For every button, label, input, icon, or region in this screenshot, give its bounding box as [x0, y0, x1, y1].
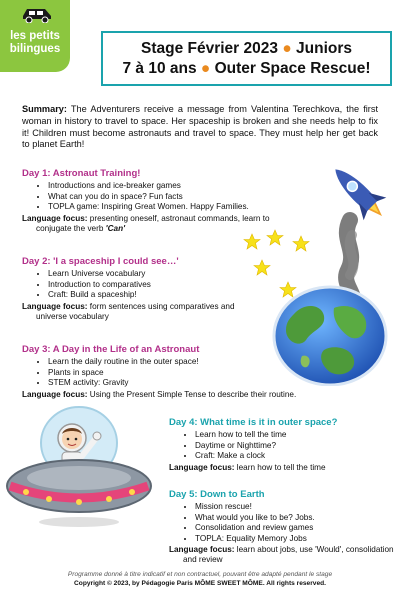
- footer-copyright: Copyright © 2023, by Pédagogie Paris MÔME SWEET MÔME. All rights reserved.: [74, 580, 326, 587]
- list-item: • Learn how to tell the time: [195, 430, 394, 440]
- list-item: • STEM activity: Gravity: [48, 378, 312, 388]
- day-title: Day 3: A Day in the Life of an Astronaut: [22, 344, 200, 355]
- day-1: [22, 169, 292, 234]
- day-activities: [22, 181, 292, 212]
- title-line1: [141, 39, 352, 59]
- brand-logo: [0, 0, 70, 72]
- logo-text-line1: les petits: [10, 30, 60, 42]
- list-item: • Consolidation and review games: [195, 523, 394, 533]
- day-3: [22, 345, 312, 400]
- title-theme: Outer Space Rescue!: [214, 59, 371, 77]
- day-title: Day 4: What time is it in outer space?: [169, 417, 338, 428]
- title-separator-1: ●: [282, 39, 292, 57]
- language-focus: [22, 302, 292, 312]
- day-2: [22, 257, 292, 322]
- title-box: [101, 31, 392, 86]
- title-line2: [122, 59, 370, 79]
- language-focus-continued: and review: [183, 555, 223, 565]
- day-activities: [22, 357, 312, 388]
- summary-label: Summary:: [22, 104, 67, 114]
- language-focus-text-2: conjugate the verb: [36, 224, 106, 234]
- list-item: • Plants in space: [48, 368, 312, 378]
- list-item: • TOPLA game: Inspiring Great Women. Happy Families.: [48, 202, 292, 212]
- language-focus-text: learn how to tell the time: [234, 462, 326, 472]
- day-title: Day 1: Astronaut Training!: [22, 168, 141, 179]
- list-item: • Introduction to comparatives: [48, 280, 292, 290]
- list-item: • Craft: Make a clock: [195, 451, 394, 461]
- flying-saucer-icon: [4, 398, 154, 530]
- language-focus-continued: [22, 224, 292, 234]
- language-focus-text: Using the Present Simple Tense to describe their routine.: [87, 389, 297, 399]
- day-activities: [169, 502, 394, 544]
- day-activities: [169, 430, 394, 461]
- language-focus-label: Language focus:: [169, 545, 235, 555]
- list-item: • Mission rescue!: [195, 502, 394, 512]
- language-focus: [22, 214, 292, 224]
- title-level: Juniors: [296, 39, 352, 57]
- list-item: • Daytime or Nighttime?: [195, 441, 394, 451]
- list-item: • Introductions and ice-breaker games: [48, 181, 292, 191]
- language-focus-emphasis: 'Can': [105, 224, 126, 234]
- language-focus-label: Language focus:: [22, 301, 88, 311]
- day-title: Day 2: 'I a spaceship I could see…': [22, 256, 179, 267]
- summary: [22, 104, 378, 151]
- language-focus-text: form sentences using comparatives and: [87, 301, 235, 311]
- title-stage: Stage Février 2023: [141, 39, 279, 57]
- logo-text-line2: bilingues: [9, 43, 61, 55]
- list-item: • TOPLA: Equality Memory Jobs: [195, 534, 394, 544]
- language-focus: [22, 390, 312, 400]
- language-focus-label: Language focus:: [22, 213, 88, 223]
- language-focus: [169, 545, 394, 555]
- list-item: • What can you do in space? Fun facts: [48, 192, 292, 202]
- list-item: • Craft: Build a spaceship!: [48, 290, 292, 300]
- language-focus: [169, 463, 394, 473]
- language-focus-text: learn about jobs, use 'Would', consolidation: [234, 545, 394, 555]
- title-separator-2: ●: [200, 59, 211, 77]
- language-focus-text: presenting oneself, astronaut commands, learn to: [87, 213, 270, 223]
- list-item: • What would you like to be? Jobs.: [195, 513, 394, 523]
- star-icon: [244, 234, 260, 249]
- car-logo-icon: [20, 5, 54, 23]
- list-item: • Learn the daily routine in the outer space!: [48, 357, 312, 367]
- day-4: [169, 418, 394, 473]
- summary-text: The Adventurers receive a message from Valentina Terechkova, the first woman in history to travel to space. Her spaceship is broken and she needs help to fix it! Children must become astronauts and travel to space. They must help her get back to planet Earth!: [22, 104, 378, 150]
- language-focus-label: Language focus:: [22, 389, 88, 399]
- footer-disclaimer: Programme donné à titre indicatif et non contractuel, pouvant être adapté pendant le stage: [67, 571, 333, 578]
- language-focus-label: Language focus:: [169, 462, 235, 472]
- language-focus-continued: universe vocabulary: [36, 312, 109, 322]
- day-5: [169, 490, 394, 566]
- day-title: Day 5: Down to Earth: [169, 489, 265, 500]
- list-item: • Learn Universe vocabulary: [48, 269, 292, 279]
- day-activities: [22, 269, 292, 300]
- title-ages: 7 à 10 ans: [122, 59, 197, 77]
- star-icon: [293, 236, 309, 251]
